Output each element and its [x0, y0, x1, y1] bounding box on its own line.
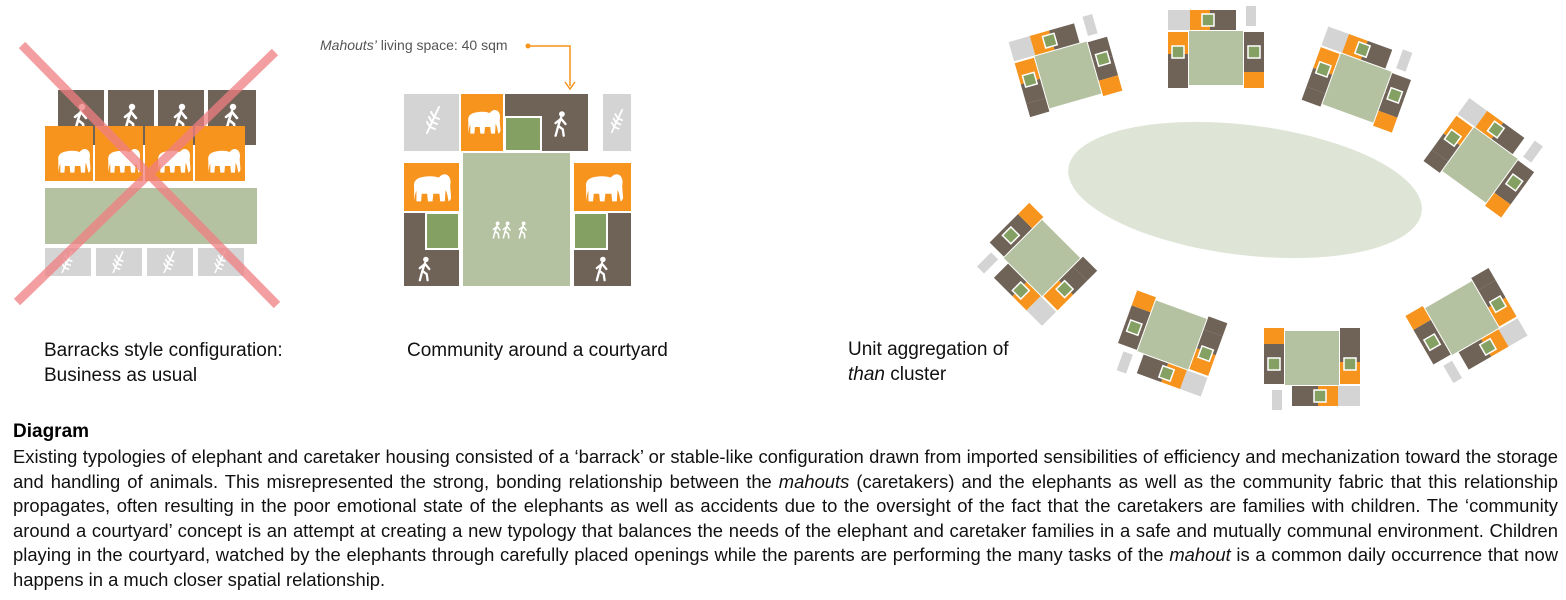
housing-unit	[1264, 328, 1360, 410]
housing-unit	[1424, 95, 1550, 218]
housing-unit	[1168, 6, 1264, 88]
central-green	[1060, 104, 1429, 276]
courtyard-diagram	[404, 44, 631, 287]
barracks-yard	[45, 188, 257, 244]
barracks-label: Barracks style configuration: Business as usual	[44, 340, 283, 386]
living-space-annotation: Mahouts’ living space: 40 sqm	[320, 37, 508, 53]
courtyard	[463, 153, 570, 286]
housing-unit	[1302, 23, 1420, 133]
aggregation-label: Unit aggregation of than cluster	[848, 339, 1009, 385]
housing-unit	[1405, 268, 1529, 387]
description-paragraph: Existing typologies of elephant and caretaker housing consisted of a ‘barrack’ or stable-like configuration drawn from imported sensibilities of efficiency and mechanization toward the storage and handling of animals. This misrepresented the strong, bonding relationship between the mahouts (caretakers) and the elephants as well as the community fabric that this relationship propagates, often resulting in the poor emotional state of the elephants as well as accidents due to the oversight of the fact that the caretakers are families with children. The ‘community around a courtyard’ concept is an attempt at creating a new typology that balances the needs of the elephant and caretaker families in a safe and mutually communal environment. Children playing in the courtyard, watched by the elephants through carefully placed openings while the parents are performing the many tasks of the mahout is a common daily occurrence that now happens in a much closer spatial relationship.	[13, 446, 1558, 590]
housing-unit	[1008, 12, 1123, 117]
barracks-diagram	[17, 45, 277, 305]
annotation-pointer	[526, 44, 576, 90]
section-title: Diagram	[13, 421, 90, 442]
courtyard-label: Community around a courtyard	[407, 340, 668, 361]
housing-unit	[971, 203, 1097, 329]
housing-unit	[1109, 290, 1227, 400]
cluster-diagram	[971, 6, 1549, 410]
